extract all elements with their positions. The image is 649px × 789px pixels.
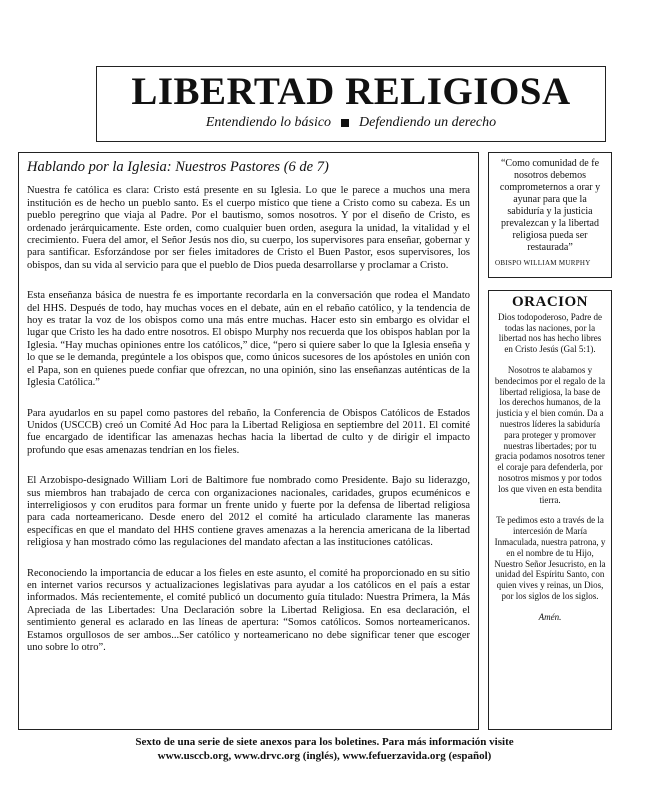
square-bullet-icon xyxy=(341,119,349,127)
article-box xyxy=(18,152,479,730)
article-paragraph: El Arzobispo-designado William Lori de Baltimore fue nombrado como Presidente. Bajo su liderazgo, sus miembros han trabajado de cerca con organizaciones nacionales, caridades, grupos ecuménicos e interreligiosos y con eruditos para formar un frente unido y fuerte por la defensa de libertad religiosa para cada norteamericano. Desde enero del 2012 el comité ha articulado claramente las maneras específicas en que el mandato del HHS contiene graves amenazas a la herencia americana de la libertad religiosa y han mostrado cómo las regulaciones del mandato afectan a las instituciones católicas. xyxy=(27,475,470,549)
quote-text: “Como comunidad de fe nosotros debemos comprometernos a orar y ayunar para que la sabiduría y la justicia prevalezcan y la libertad religiosa pueda ser restaurada” xyxy=(499,158,601,253)
prayer-title: ORACION xyxy=(511,294,588,310)
newsletter-title: LIBERTAD RELIGIOSA xyxy=(131,70,571,113)
prayer-box xyxy=(488,290,612,730)
masthead xyxy=(96,66,606,142)
newsletter-subtitle xyxy=(97,115,605,131)
article-paragraph: Nuestra fe católica es clara: Cristo está presente en su Iglesia. Lo que le parece a muchos una mera institución es de hecho un pueblo santo. Es el cuerpo místico que tiene a Cristo como su cabeza. Es un pueblo peregrino que viaja al Padre. Por el bautismo, somos nosotros. Y por el diseño de Cristo, es ordenado jerárquicamente. Este orden, como cualquier buen orden, asegura la unidad, la vitalidad y el crecimiento. Fuera del amor, el Señor Jesús nos dio, su cuerpo, los supervisores para enseñar, gobernar y para santificar. Esforzándose por ser fieles imitadores de Cristo el Buen Pastor, esos supervisores, los obispos, dan su vida al servicio para que el pueblo de Dios pueda desarrollarse y proclamar a Cristo. xyxy=(27,185,470,271)
article-heading: Hablando por la Iglesia: Nuestros Pastores (6 de 7) xyxy=(27,159,329,175)
prayer-paragraph: Dios todopoderoso, Padre de todas las naciones, por la libertad nos has hecho libres en Cristo Jesús (Gal 5:1). xyxy=(498,311,602,355)
footer-links: www.usccb.org, www.drvc.org (inglés), www.fefuerzavida.org (español) xyxy=(157,750,492,762)
prayer-paragraph: Nosotros te alabamos y bendecimos por el regalo de la libertad religiosa, la base de los derechos humanos, de la justicia y el bien común. Da a nuestros líderes la sabiduría para proteger y promover nuestras libertades; por tu gracia podamos nosotros tener el coraje para defenderla, por nosotros mismos y por todos los que viven en esta bendita tierra. xyxy=(494,364,606,505)
subtitle-left: Entendiendo lo básico xyxy=(205,115,332,130)
article-paragraph: Para ayudarlos en su papel como pastores del rebaño, la Conferencia de Obispos Católicos de Estados Unidos (USCCB) creó un Comité Ad Hoc para la Libertad Religiosa en septiembre del 2011. El comité fue encargado de identificar las amenazas hechas hacia la libertad de culto y de dirigir el impacto profundo que esas amenazas tendrían en los fieles. xyxy=(27,407,470,456)
quote-box xyxy=(488,152,612,278)
article-paragraph: Esta enseñanza básica de nuestra fe es importante recordarla en la conversación que rodea el Mandato del HHS. Después de todo, hay muchas voces en el debate, aún en el rebaño católico, y la tendencia de hoy es tratar la voz de los obispos como una más entre muchas. Hacer esto sin embargo es olvidar el lugar que Cristo les ha dado entre nosotros. El obispo Murphy nos recuerda que los obispos hablan por la Iglesia. “Hay muchas opiniones entre los católicos,” dice, “pero si quiere saber lo que la Iglesia enseña y lo que se le demanda, pregúntele a los obispos que, como únicos sucesores de los apóstoles en unión con el Papa, son en quienes puede confiar que ofrezcan, no una opinión, sino las enseñanzas auténticas de la Iglesia Católica.” xyxy=(27,290,470,389)
subtitle-right: Defendiendo un derecho xyxy=(359,115,497,130)
article-paragraph: Reconociendo la importancia de educar a los fieles en este asunto, el comité ha proporcionado en su sitio en internet varios recursos y actualizaciones legislativas para ayudar a los católicos en el país a estar informados. Más recientemente, el comité publicó un documento guía titulado: Nuestra Primera, la Más Apreciada de las Libertades: Una Declaración sobre la Libertad Religiosa. En esa declaración, el sentimiento general es aclarado en las líneas de apertura: “Somos católicos. Somos norteamericanos. Estamos orgullosos de ser ambos...Ser católico y norteamericano no debe significar tener que escoger uno sobre lo otro”. xyxy=(27,567,470,653)
prayer-amen: Amén. xyxy=(538,611,562,622)
footer xyxy=(0,735,649,763)
footer-line-1: Sexto de una serie de siete anexos para los boletines. Para más información visite xyxy=(135,736,514,748)
prayer-paragraph: Te pedimos esto a través de la intercesión de María Inmaculada, nuestra patrona, y en el nombre de tu Hijo, Nuestro Señor Jesucristo, en la unidad del Espíritu Santo, con quien vives y reinas, un Dios, por los siglos de los siglos. xyxy=(494,515,606,601)
quote-author: OBISPO WILLIAM MURPHY xyxy=(495,259,591,267)
